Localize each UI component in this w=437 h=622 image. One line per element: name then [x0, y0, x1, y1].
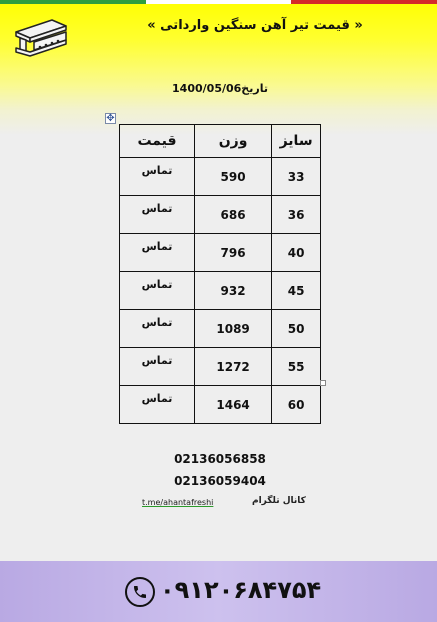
- cell-price: تماس: [120, 386, 195, 424]
- cell-weight: 932: [194, 272, 271, 310]
- cell-price: تماس: [120, 196, 195, 234]
- cell-weight: 1272: [194, 348, 271, 386]
- cell-weight: 1089: [194, 310, 271, 348]
- flag-stripe: [0, 0, 437, 4]
- date-label: تاریخ1400/05/06: [172, 82, 268, 95]
- telegram-link[interactable]: t.me/ahantafreshi: [142, 498, 214, 507]
- cell-price: تماس: [120, 234, 195, 272]
- cell-price: تماس: [120, 272, 195, 310]
- table-row: [120, 234, 321, 272]
- header-size: سایز: [272, 125, 321, 158]
- phone-number-2: 02136059404: [174, 474, 266, 488]
- cell-weight: 796: [194, 234, 271, 272]
- phone-number-1: 02136056858: [174, 452, 266, 466]
- cell-price: تماس: [120, 310, 195, 348]
- table-resize-handle[interactable]: [320, 380, 326, 386]
- move-anchor-icon[interactable]: ✥: [106, 113, 115, 124]
- cell-weight: 590: [194, 158, 271, 196]
- table-header-row: [120, 125, 321, 158]
- cell-price: تماس: [120, 158, 195, 196]
- cell-size: 45: [272, 272, 321, 310]
- footer-banner: [0, 561, 437, 622]
- table-row: [120, 196, 321, 234]
- cell-size: 60: [272, 386, 321, 424]
- cell-size: 33: [272, 158, 321, 196]
- flag-white: [146, 0, 292, 4]
- table-row: [120, 272, 321, 310]
- flag-green: [0, 0, 146, 4]
- telegram-label: کانال تلگرام: [252, 496, 306, 506]
- table-row: [120, 158, 321, 196]
- mobile-number: ۰۹۱۲۰۶۸۴۷۵۴: [160, 576, 322, 604]
- flag-red: [291, 0, 437, 4]
- cell-size: 36: [272, 196, 321, 234]
- cell-size: 40: [272, 234, 321, 272]
- table-row: [120, 386, 321, 424]
- phone-icon: [125, 577, 155, 607]
- cell-weight: 686: [194, 196, 271, 234]
- cell-weight: 1464: [194, 386, 271, 424]
- table-row: [120, 348, 321, 386]
- table-row: [120, 310, 321, 348]
- cell-price: تماس: [120, 348, 195, 386]
- steel-beam-logo-icon: [12, 14, 74, 58]
- price-table: [119, 124, 321, 424]
- page-title: « قیمت تیر آهن سنگین وارداتی »: [147, 18, 363, 33]
- header-price: قیمت: [120, 125, 195, 158]
- cell-size: 50: [272, 310, 321, 348]
- header-weight: وزن: [194, 125, 271, 158]
- cell-size: 55: [272, 348, 321, 386]
